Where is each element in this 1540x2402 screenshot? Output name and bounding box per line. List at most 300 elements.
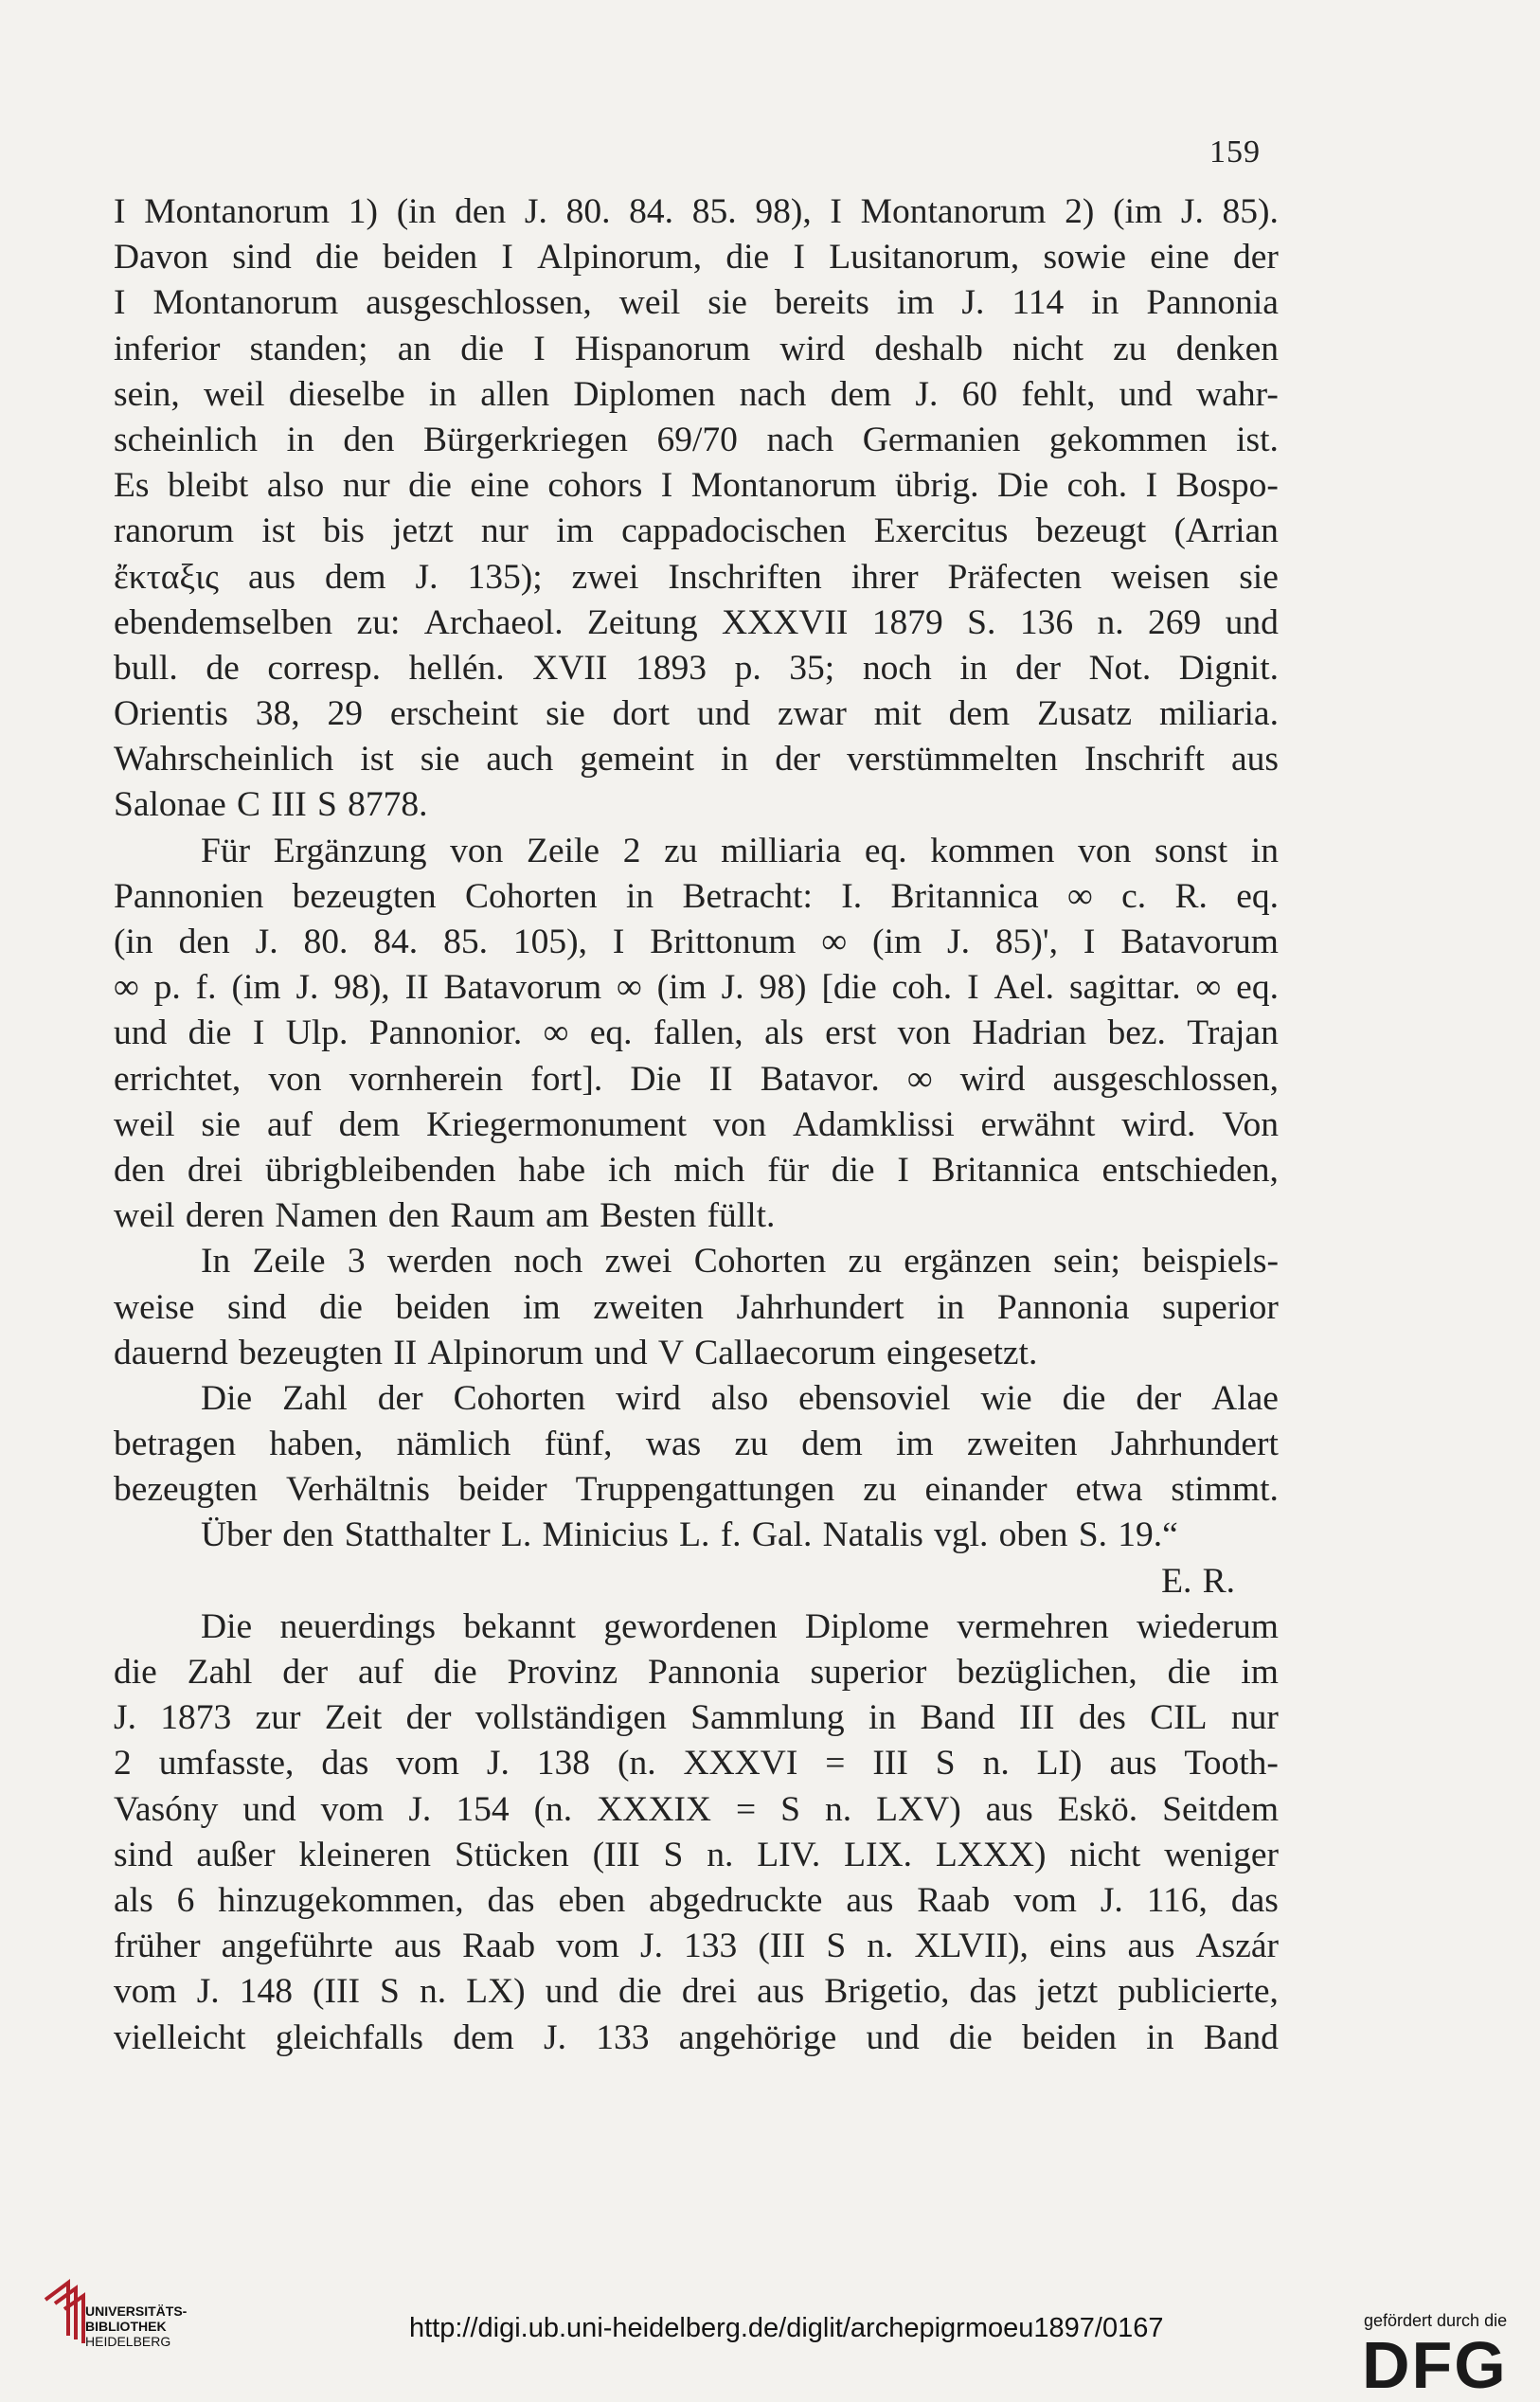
word: auch	[486, 740, 554, 780]
word: weniger	[1164, 1835, 1279, 1874]
word: oben	[998, 1515, 1068, 1555]
word: vielleicht	[114, 2017, 246, 2057]
word: zu	[734, 1425, 768, 1464]
word: einander	[924, 1470, 1048, 1510]
word: coh.	[891, 968, 953, 1008]
word: Ael.	[994, 968, 1055, 1008]
word: in	[1146, 2017, 1174, 2057]
word: der	[1232, 238, 1279, 278]
text-line	[114, 1878, 1279, 1924]
text-body	[114, 189, 1279, 2061]
word: eingesetzt.	[886, 1333, 1038, 1372]
word: zwei	[604, 1242, 672, 1282]
word: dauernd	[114, 1333, 228, 1372]
word: cappadocischen	[621, 511, 847, 551]
word: mit	[873, 694, 922, 734]
word: c.	[1121, 876, 1147, 916]
word: J.	[915, 374, 939, 414]
word: drei	[187, 1150, 243, 1190]
word: aus	[1127, 1927, 1175, 1966]
word: kleineren	[298, 1835, 432, 1874]
word: 133	[684, 1927, 738, 1966]
library-line-1: UNIVERSITÄTS-	[85, 2303, 188, 2319]
word: Sammlung	[690, 1698, 845, 1738]
word: Kriegermonument	[426, 1104, 688, 1144]
word: vom	[396, 1744, 459, 1784]
word: Ergänzung	[273, 831, 427, 870]
text-line	[114, 189, 1279, 235]
word: sagittar.	[1068, 968, 1181, 1008]
word: n.	[982, 1744, 1010, 1784]
text-line	[114, 1604, 1279, 1650]
word: bekannt	[463, 1606, 577, 1646]
word: und	[1225, 602, 1279, 642]
word: R.	[1202, 1561, 1235, 1601]
word: Band	[1203, 2017, 1279, 2057]
word: dem	[948, 694, 1011, 734]
word: mich	[673, 1150, 745, 1190]
word: 138	[536, 1744, 591, 1784]
word: sind	[226, 1287, 287, 1327]
word: neuerdings	[279, 1606, 436, 1646]
word: in	[868, 1698, 897, 1738]
word: ist	[360, 740, 394, 780]
word: Die	[630, 1059, 682, 1099]
word: 29	[327, 694, 363, 734]
word: deshalb	[874, 329, 983, 368]
word: die	[408, 466, 452, 506]
word: bereits	[774, 283, 869, 323]
word: V	[657, 1333, 684, 1372]
word: Brigetio,	[824, 1972, 950, 2012]
word: Jahrhundert	[736, 1287, 904, 1327]
text-line	[114, 1011, 1279, 1056]
word: die	[1062, 1378, 1106, 1418]
word: entschieden,	[1101, 1150, 1279, 1190]
word: S.	[1078, 1515, 1108, 1555]
word: (im	[872, 923, 922, 961]
word: hellén.	[408, 648, 505, 688]
word: Raum	[450, 1196, 535, 1236]
word: 116,	[1146, 1880, 1208, 1920]
word: das	[321, 1744, 369, 1784]
word: außer	[196, 1835, 276, 1874]
word: nur	[1230, 1698, 1279, 1738]
word: 35;	[789, 648, 835, 688]
word: beiden	[1022, 2017, 1118, 2057]
text-line	[114, 920, 1279, 965]
word: Eskö.	[1057, 1789, 1138, 1829]
word: in	[937, 1287, 965, 1327]
word: miliaria.	[1158, 694, 1279, 734]
word: Montanorum	[144, 192, 331, 231]
word: 154	[456, 1789, 510, 1829]
page-number: 159	[1209, 134, 1261, 170]
word: zwei	[571, 557, 639, 597]
text-line	[114, 1695, 1279, 1741]
word: II	[708, 1059, 733, 1099]
word: eben	[558, 1880, 626, 1920]
text-line	[114, 737, 1279, 782]
word: der	[282, 1653, 329, 1692]
word: von	[1078, 831, 1132, 870]
word: auf	[266, 1104, 313, 1144]
word: Präfecten	[947, 557, 1083, 597]
word: des	[1078, 1698, 1126, 1738]
word: J.	[947, 923, 970, 961]
word: zu	[1113, 329, 1147, 368]
word: als	[114, 1880, 153, 1920]
word: Callaecorum	[694, 1333, 876, 1372]
word: dort	[612, 694, 671, 734]
word: aus	[1230, 740, 1279, 780]
word: S	[316, 785, 337, 825]
word: im	[896, 1425, 934, 1464]
word: Montanorum	[152, 283, 339, 323]
text-line	[114, 2016, 1279, 2061]
word: sein,	[114, 374, 180, 414]
word: betragen	[114, 1425, 237, 1464]
text-line	[114, 235, 1279, 280]
word: dem	[338, 1104, 401, 1144]
word: I	[793, 238, 805, 278]
word: die	[460, 329, 505, 368]
word: Für	[201, 831, 251, 870]
word: beider	[457, 1470, 547, 1510]
word: Provinz	[507, 1653, 618, 1692]
word: denken	[1175, 329, 1279, 368]
word: sie	[707, 283, 747, 323]
word: I	[830, 192, 842, 231]
word: Batavorum	[443, 968, 602, 1008]
word: Trajan	[1187, 1013, 1279, 1053]
word: f.	[195, 968, 217, 1008]
word: Minicius	[542, 1515, 669, 1555]
text-line	[114, 691, 1279, 737]
word: 3	[347, 1242, 366, 1282]
word: Hadrian	[972, 1013, 1087, 1053]
word: I	[114, 283, 126, 323]
word: standen;	[249, 329, 368, 368]
word: sind	[232, 238, 292, 278]
word: XXXIX	[597, 1789, 712, 1829]
word: Diplome	[804, 1606, 930, 1646]
word: erst	[825, 1013, 877, 1053]
word: Stücken	[454, 1835, 569, 1874]
word: wiederum	[1137, 1606, 1279, 1646]
word: gemeint	[580, 740, 695, 780]
word: J.	[639, 1927, 663, 1966]
word: dem	[830, 374, 892, 414]
word: S	[935, 1744, 956, 1784]
word: 84.	[373, 923, 419, 961]
word: fort].	[530, 1059, 603, 1099]
word: I	[612, 923, 625, 961]
text-line	[114, 463, 1279, 509]
word: zweiten	[593, 1287, 704, 1327]
word: XXXVII	[722, 602, 849, 642]
word: aus	[846, 1880, 894, 1920]
word: Es	[114, 466, 150, 506]
word: dem	[453, 2017, 514, 2057]
word: 148	[239, 1972, 293, 2012]
word: Statthalter	[344, 1515, 491, 1555]
word: der	[377, 1378, 423, 1418]
word: ∞	[821, 923, 848, 961]
word: I	[660, 466, 673, 506]
word: zweiten	[966, 1425, 1078, 1464]
word: de	[206, 648, 240, 688]
text-line	[114, 1467, 1279, 1513]
library-line-2: BIBLIOTHEK	[85, 2319, 167, 2334]
word: und	[866, 2017, 920, 2057]
word: beiden	[395, 1287, 491, 1327]
word: Ulp.	[285, 1013, 349, 1053]
word: vermehren	[957, 1606, 1109, 1646]
word: R.	[1174, 876, 1208, 916]
word: in	[721, 740, 749, 780]
word: hinzugekommen,	[218, 1880, 464, 1920]
word: Inschriften	[668, 557, 822, 597]
word: Natalis	[822, 1515, 923, 1555]
word: ergänzen	[904, 1242, 1031, 1282]
word: übrig.	[895, 466, 979, 506]
word: Diplomen	[573, 374, 716, 414]
word: und	[545, 1972, 599, 2012]
word: Jahrhundert	[1110, 1425, 1279, 1464]
word: deren	[185, 1196, 265, 1236]
word: Germanien	[862, 420, 1021, 459]
text-line	[114, 646, 1279, 691]
text-line	[114, 509, 1279, 554]
word: LIX.	[844, 1835, 912, 1874]
word: ∞	[906, 1059, 933, 1099]
word: Pannonior.	[368, 1013, 523, 1053]
word: Davon	[114, 238, 208, 278]
funding-caption: gefördert durch die	[1364, 2311, 1508, 2330]
word: Besten	[600, 1196, 697, 1236]
word: 85).	[1222, 192, 1279, 231]
word: sind	[114, 1835, 173, 1874]
word: eq.	[589, 1013, 633, 1053]
word: der	[1015, 648, 1061, 688]
text-line	[114, 327, 1279, 372]
word: weil	[114, 1196, 175, 1236]
word: fünf,	[544, 1425, 613, 1464]
word: Britannica	[890, 876, 1039, 916]
word: erscheint	[389, 694, 519, 734]
word: publicierte,	[1118, 1972, 1279, 2012]
word: Adamklissi	[792, 1104, 955, 1144]
word: (im	[231, 968, 281, 1008]
word: C	[236, 785, 260, 825]
word: also	[266, 466, 325, 506]
word: n.	[1097, 602, 1124, 642]
word: vom	[320, 1789, 385, 1829]
word: weisen	[1111, 557, 1210, 597]
word: eq.	[864, 831, 907, 870]
word: im	[556, 511, 594, 551]
word: (n.	[617, 1744, 656, 1784]
word: erwähnt	[980, 1104, 1096, 1144]
word: noch	[862, 648, 932, 688]
text-line	[114, 965, 1279, 1011]
word: (im	[656, 968, 707, 1008]
text-line	[114, 1559, 1279, 1604]
word: II	[404, 968, 429, 1008]
word: umfasste,	[158, 1744, 295, 1784]
word: J.	[114, 1698, 136, 1738]
word: Truppengattungen	[575, 1470, 835, 1510]
word: verstümmelten	[847, 740, 1058, 780]
word: Bospo-	[1175, 466, 1279, 506]
word: und	[594, 1333, 648, 1372]
word: Seitdem	[1162, 1789, 1279, 1829]
word: Pannonia	[648, 1653, 780, 1692]
word: ihrer	[851, 557, 919, 597]
word: auf	[358, 1653, 403, 1692]
word: im	[1241, 1653, 1279, 1692]
word: angehörige	[678, 2017, 837, 2057]
word: 105),	[512, 923, 587, 961]
word: und	[696, 694, 751, 734]
word: LX)	[466, 1972, 526, 2012]
word: 1873	[160, 1698, 232, 1738]
word: zur	[255, 1698, 301, 1738]
word: etwa	[1075, 1470, 1143, 1510]
text-line	[114, 1376, 1279, 1422]
word: Zeile	[527, 831, 600, 870]
word: die	[831, 1150, 875, 1190]
word: Namen	[275, 1196, 378, 1236]
text-line	[114, 418, 1279, 463]
word: 85)',	[994, 923, 1059, 961]
word: kommen	[930, 831, 1055, 870]
word: bleibt	[167, 466, 249, 506]
word: 19.“	[1118, 1515, 1178, 1555]
word: 135);	[467, 557, 543, 597]
word: weise	[114, 1287, 195, 1327]
word: nur	[480, 511, 528, 551]
word: eq.	[1236, 876, 1279, 916]
word: aus	[985, 1789, 1033, 1829]
word: Betracht:	[682, 876, 813, 916]
word: Wahrscheinlich	[114, 740, 334, 780]
word: beispiels-	[1142, 1242, 1279, 1282]
word: Exercitus	[873, 511, 1009, 551]
word: Zahl	[282, 1378, 348, 1418]
word: Die	[201, 1378, 253, 1418]
word: stimmt.	[1171, 1470, 1279, 1510]
word: cohors	[547, 466, 643, 506]
word: gekommen	[1048, 420, 1208, 459]
word: ich	[607, 1150, 652, 1190]
word: ∞	[543, 1013, 569, 1053]
word: 8778.	[348, 785, 428, 825]
word: 6	[176, 1880, 195, 1920]
word: Pannonien	[114, 876, 264, 916]
word: sowie	[1043, 238, 1126, 278]
word: Alpinorum	[427, 1333, 584, 1372]
word: Vasóny	[114, 1789, 219, 1829]
word: 85.	[691, 192, 737, 231]
word: Batavorum	[1120, 923, 1279, 961]
word: eins	[1048, 1927, 1107, 1966]
word: den	[343, 420, 395, 459]
word: der	[405, 1698, 452, 1738]
word: ∞	[617, 968, 642, 1008]
word: J.	[1180, 192, 1204, 231]
word: n.	[867, 1927, 894, 1966]
word: Archaeol.	[423, 602, 564, 642]
word: von	[268, 1059, 322, 1099]
footer	[0, 2264, 1540, 2402]
text-line	[114, 1833, 1279, 1878]
word: und	[1119, 374, 1173, 414]
word: aus	[394, 1927, 442, 1966]
word: ∞	[114, 968, 139, 1008]
word: milliaria	[721, 831, 842, 870]
word: I	[897, 1150, 909, 1190]
word: allen	[480, 374, 550, 414]
word: habe	[518, 1150, 586, 1190]
text-line	[114, 1285, 1279, 1331]
text-line	[114, 1331, 1279, 1376]
word: Verhältnis	[285, 1470, 431, 1510]
word: J.	[486, 1744, 510, 1784]
word: an	[397, 329, 432, 368]
word: die	[725, 238, 770, 278]
word: die	[114, 1653, 157, 1692]
word: Alpinorum,	[537, 238, 703, 278]
word: Cohorten	[693, 1242, 827, 1282]
word: abgedruckte	[649, 1880, 823, 1920]
word: sein;	[1053, 1242, 1120, 1282]
word: noch	[513, 1242, 583, 1282]
word: der	[1136, 1378, 1182, 1418]
word: in	[1091, 283, 1119, 323]
word: Pannonia	[996, 1287, 1130, 1327]
word: Cohorten	[465, 876, 598, 916]
word: ebendemselben	[114, 602, 333, 642]
word: superior	[810, 1653, 927, 1692]
word: zu	[848, 1242, 882, 1282]
word: n.	[419, 1972, 447, 2012]
source-url-link[interactable]: http://digi.ub.uni-heidelberg.de/diglit/archepigrmoeu1897/0167	[409, 2313, 1164, 2343]
word: die	[1167, 1653, 1211, 1692]
word: (in	[396, 192, 437, 231]
word: p.	[734, 648, 761, 688]
word: als	[764, 1013, 804, 1053]
word: Tooth-	[1184, 1744, 1279, 1784]
word: bis	[323, 511, 365, 551]
word: wird	[616, 1378, 681, 1418]
text-line	[114, 829, 1279, 874]
word: coh.	[1066, 466, 1128, 506]
word: S	[826, 1927, 847, 1966]
word: vom	[114, 1972, 177, 2012]
word: zwar	[778, 694, 847, 734]
word: von	[712, 1104, 767, 1144]
word: J.	[1100, 1880, 1123, 1920]
text-line	[114, 372, 1279, 418]
word: ausgeschlossen,	[1052, 1059, 1279, 1099]
word: I	[967, 968, 979, 1008]
word: wird	[779, 329, 846, 368]
word: J.	[544, 2017, 566, 2057]
word: Brittonum	[650, 923, 797, 961]
word: die	[433, 1653, 477, 1692]
